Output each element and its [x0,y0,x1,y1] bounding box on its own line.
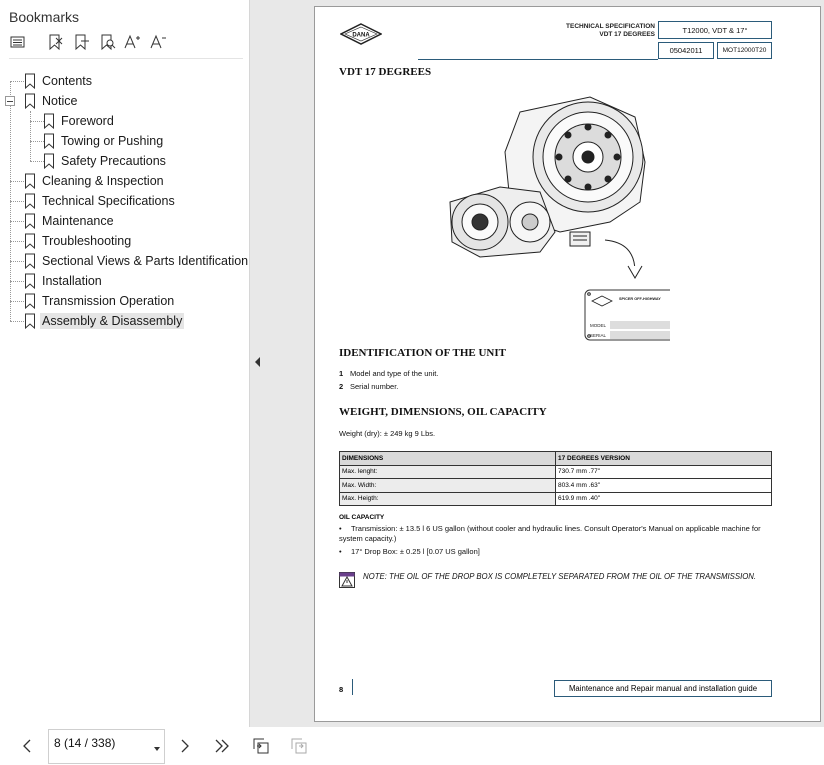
bookmark-icon [43,153,55,169]
collapse-panel-arrow-icon[interactable] [255,357,260,367]
navigation-bar [0,727,824,765]
bookmark-contents[interactable] [24,71,92,91]
panel-title: Bookmarks [9,9,80,25]
bookmark-transmission-operation[interactable] [24,291,174,311]
bookmark-icon [24,193,36,209]
bookmark-label: Contents [42,74,93,88]
tree-line [30,161,44,162]
tree-line [10,241,24,242]
dimensions-table [339,451,772,506]
bookmark-label: Transmission Operation [42,294,175,308]
bookmark-label: Cleaning & Inspection [42,174,164,188]
table-row [340,465,772,479]
footer-title: Maintenance and Repair manual and installation guide [554,680,772,697]
page-number: 8 [339,685,344,694]
next-page-button[interactable] [175,736,195,756]
tree-line [10,321,24,322]
weight-text: Weight (dry): ± 249 kg 9 Lbs. [339,429,436,438]
increase-text-size-icon[interactable] [123,33,141,51]
bookmark-icon [24,293,36,309]
bookmark-label: Installation [42,274,102,288]
table-cell: 619.9 mm .40" [556,492,772,506]
bookmark-label: Assembly & Disassembly [42,314,183,328]
transmission-illustration [440,92,670,342]
bookmark-installation[interactable] [24,271,102,291]
tree-line [10,261,24,262]
bookmark-technical-specifications[interactable] [24,191,175,211]
oil-item-1: • Transmission: ± 13.5 l 6 US gallon (without cooler and hydraulic lines. Consult Operator's Manual on applicable machine for system capacity.) [339,524,761,543]
bookmark-label: Safety Precautions [61,154,166,168]
expand-all-icon[interactable] [9,33,27,51]
document-page [314,6,821,722]
tree-line [30,121,44,122]
item-number: 1 [339,369,344,378]
collapse-notice-toggle[interactable] [5,96,15,106]
add-bookmark-icon[interactable] [72,33,90,51]
tree-line [10,301,24,302]
chevron-left-icon [20,738,36,754]
bookmark-notice[interactable] [24,91,77,111]
note-warning-icon [339,572,355,588]
back-view-icon [253,738,269,754]
bookmark-assembly-disassembly[interactable] [24,311,184,331]
oil-item-text: 17° Drop Box: ± 0.25 l [0.07 US gallon] [351,547,480,556]
page-number-value: 8 (14 / 338) [54,736,116,750]
oil-item-2: • 17° Drop Box: ± 0.25 l [0.07 US gallon] [339,547,480,556]
code-box: MOT12000T20 [717,42,772,59]
identification-item-2 [339,382,398,391]
bookmark-icon [24,273,36,289]
bookmark-towing-or-pushing[interactable] [43,131,163,151]
table-row [340,479,772,493]
table-header: DIMENSIONS [340,452,556,466]
table-cell: 803.4 mm .63" [556,479,772,493]
table-cell: Max. Width: [340,479,556,493]
bookmark-label: Foreword [61,114,114,128]
last-page-button[interactable] [212,736,232,756]
section-title-identification: IDENTIFICATION OF THE UNIT [339,347,506,359]
bookmark-icon [24,93,36,109]
bookmark-icon [24,73,36,89]
bookmark-icon [24,253,36,269]
oil-item-text: Transmission: ± 13.5 l 6 US gallon (without cooler and hydraulic lines. Consult Operator's Manual on applicable machine for system capacity.) [339,524,761,543]
find-bookmark-icon[interactable] [98,33,116,51]
bookmark-icon [43,113,55,129]
table-header-row [340,452,772,466]
double-chevron-right-icon [214,738,230,754]
bookmark-sectional-views[interactable] [24,251,248,271]
date-box: 05042011 [658,42,714,59]
bookmark-icon [24,313,36,329]
table-cell: Max. lenght: [340,465,556,479]
tree-line [30,141,44,142]
forward-view-icon [291,738,307,754]
section-title-weight: WEIGHT, DIMENSIONS, OIL CAPACITY [339,406,547,418]
plate-serial-label: SERIAL [590,333,607,338]
plate-brand: SPICER OFF-HIGHWAY [619,297,661,301]
logo-text: DANA [352,32,370,39]
bookmark-label: Technical Specifications [42,194,175,208]
item-text: Model and type of the unit. [350,369,439,378]
tree-line [10,221,24,222]
divider [9,58,243,59]
tree-line [10,281,24,282]
item-text: Serial number. [350,382,399,391]
table-cell: 730.7 mm .77" [556,465,772,479]
bookmark-label: Notice [42,94,78,108]
dropdown-caret-icon[interactable] [154,747,160,751]
item-number: 2 [339,382,344,391]
footer-rule [352,679,353,695]
note-text: NOTE: THE OIL OF THE DROP BOX IS COMPLETELY SEPARATED FROM THE OIL OF THE TRANSMISSION. [363,572,757,581]
bookmark-cleaning-inspection[interactable] [24,171,164,191]
tree-line [10,201,24,202]
table-row [340,492,772,506]
chevron-right-icon [177,738,193,754]
bookmark-label: Troubleshooting [42,234,132,248]
model-box: T12000, VDT & 17° [658,21,772,39]
delete-bookmark-icon[interactable] [46,33,64,51]
table-cell: Max. Heigth: [340,492,556,506]
page-number-field[interactable] [48,729,165,764]
bookmark-maintenance[interactable] [24,211,114,231]
bookmark-troubleshooting[interactable] [24,231,131,251]
bookmark-label: Sectional Views & Parts Identification [42,254,249,268]
bookmark-safety-precautions[interactable] [43,151,166,171]
bookmark-icon [24,213,36,229]
bookmark-foreword[interactable] [43,111,114,131]
oil-capacity-title: OIL CAPACITY [339,514,385,521]
dana-logo [340,23,382,45]
tree-line [10,181,24,182]
go-back-view-button[interactable] [251,736,271,756]
header-line2: VDT 17 DEGREES [599,31,655,38]
previous-page-button[interactable] [18,736,38,756]
bookmark-icon [24,233,36,249]
bookmark-icon [24,173,36,189]
header-rule [418,59,658,60]
plate-model-label: MODEL [590,323,607,328]
go-forward-view-button[interactable] [289,736,309,756]
header-line1: TECHNICAL SPECIFICATION [566,23,655,30]
page-title: VDT 17 DEGREES [339,66,432,78]
tree-line [10,81,24,82]
bookmark-label: Maintenance [42,214,114,228]
bookmark-label: Towing or Pushing [61,134,164,148]
decrease-text-size-icon[interactable] [149,33,167,51]
tree-line [30,111,31,161]
header-text [525,23,655,39]
bookmark-icon [43,133,55,149]
table-header: 17 DEGREES VERSION [556,452,772,466]
identification-item-1 [339,369,438,378]
